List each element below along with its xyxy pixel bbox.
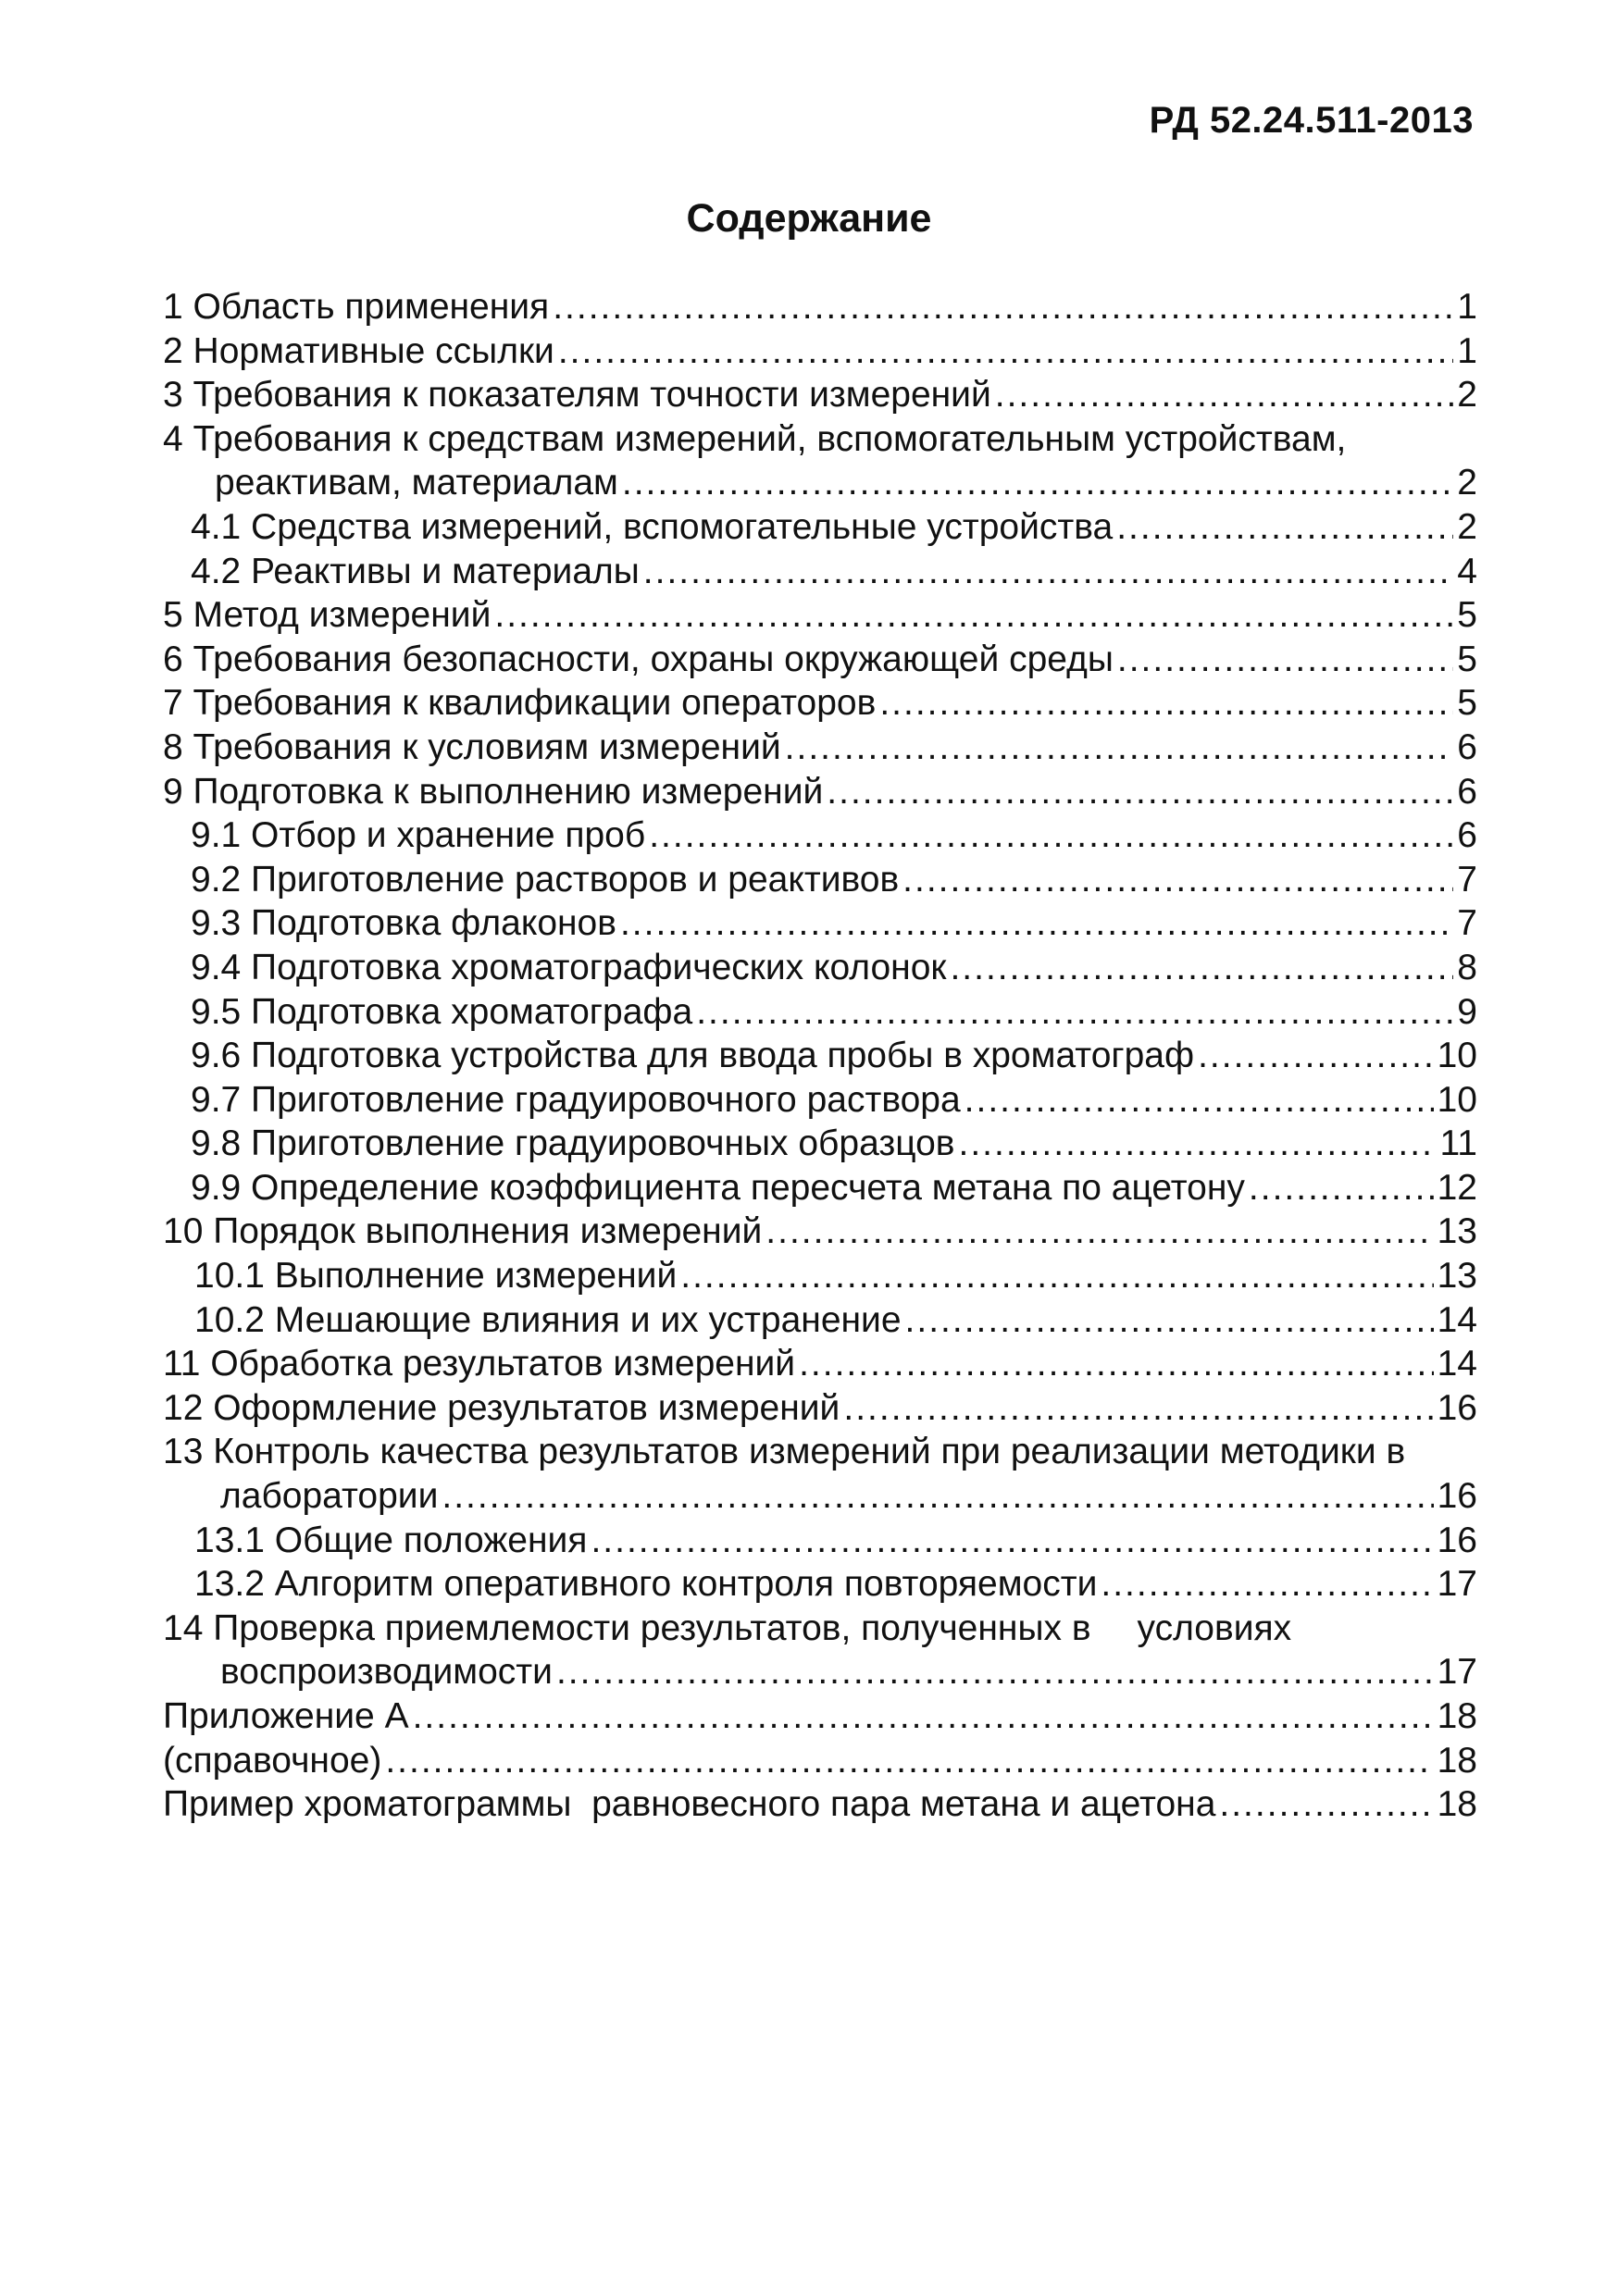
toc-entry-9-2[interactable] <box>163 858 1477 902</box>
page-title: Содержание <box>686 196 932 241</box>
toc-entry-6[interactable] <box>163 638 1477 682</box>
toc-entry-9-3[interactable] <box>163 901 1477 946</box>
toc-entry-text: 12 Оформление результатов измерений <box>163 1387 840 1428</box>
toc-entry-text: 9.7 Приготовление градуировочного раствора <box>191 1079 961 1120</box>
toc-entry-text: 2 Нормативные ссылки <box>163 330 554 371</box>
toc-entry-text: 9.6 Подготовка устройства для ввода пробы в хроматограф <box>191 1036 1195 1076</box>
toc-entry-10-1[interactable] <box>163 1254 1477 1298</box>
dot-leader <box>649 813 1453 858</box>
toc-page-number: 9 <box>1457 991 1477 1032</box>
toc-entry-14-line1[interactable] <box>163 1607 1477 1651</box>
toc-entry-4-line1[interactable] <box>163 417 1477 462</box>
toc-entry-text: 4.1 Средства измерений, вспомогательные устройства <box>191 506 1114 547</box>
dot-leader <box>494 593 1453 638</box>
toc-entry-text: 6 Требования безопасности, охраны окружающей среды <box>163 639 1114 679</box>
dot-leader <box>1101 1562 1433 1607</box>
toc-entry-text: 8 Требования к условиям измерений <box>163 726 781 767</box>
toc-entry-10-2[interactable] <box>163 1298 1477 1343</box>
toc-entry-text: 9.9 Определение коэффициента пересчета метана по ацетону <box>191 1167 1245 1208</box>
dot-leader <box>950 946 1453 990</box>
toc-entry-text: 14 Проверка приемлемости результатов, полученных в <box>163 1607 1091 1648</box>
toc-page-number: 2 <box>1457 375 1477 416</box>
toc-page-number: 7 <box>1457 859 1477 900</box>
toc-page-number: 12 <box>1437 1167 1477 1208</box>
toc-entry-text: 11 Обработка результатов измерений <box>163 1344 796 1384</box>
toc-entry-text: 9.5 Подготовка хроматографа <box>191 991 693 1032</box>
toc-entry-9-5[interactable] <box>163 990 1477 1035</box>
toc-entry-13-2[interactable] <box>163 1562 1477 1607</box>
toc-entry-8[interactable] <box>163 726 1477 770</box>
toc-entry-text: условиях <box>1137 1607 1292 1648</box>
dot-leader <box>965 1078 1434 1123</box>
toc-entry-text: 4 Требования к средствам измерений, вспомогательным устройствам, <box>163 418 1347 459</box>
dot-leader <box>591 1519 1433 1563</box>
toc-entry-9-1[interactable] <box>163 813 1477 858</box>
toc-entry-9-9[interactable] <box>163 1166 1477 1210</box>
toc-page-number: 6 <box>1457 815 1477 856</box>
toc-entry-text: Приложение А <box>163 1696 409 1736</box>
toc-entry-5[interactable] <box>163 593 1477 638</box>
toc-page-number: 10 <box>1437 1079 1477 1120</box>
toc-page-number: 14 <box>1437 1299 1477 1340</box>
toc-page-number: 10 <box>1437 1036 1477 1076</box>
toc-entry-7[interactable] <box>163 681 1477 726</box>
toc-page-number: 13 <box>1437 1256 1477 1297</box>
dot-leader <box>959 1122 1437 1166</box>
toc-entry-4-1[interactable] <box>163 505 1477 550</box>
toc-entry-text: 10 Порядок выполнения измерений <box>163 1211 763 1252</box>
dot-leader <box>765 1210 1433 1254</box>
toc-entry-text: 3 Требования к показателям точности измерений <box>163 375 991 416</box>
dot-leader <box>785 726 1453 770</box>
dot-leader <box>905 1298 1434 1343</box>
toc-entry-text: 9.4 Подготовка хроматографических колонок <box>191 947 947 987</box>
toc-entry-3[interactable] <box>163 373 1477 417</box>
toc-page-number: 7 <box>1457 903 1477 944</box>
dot-leader <box>553 285 1453 329</box>
toc-entry-text: 4.2 Реактивы и материалы <box>191 551 640 591</box>
dot-leader <box>1117 638 1453 682</box>
toc-entry-12[interactable] <box>163 1386 1477 1431</box>
toc-page-number: 16 <box>1437 1520 1477 1560</box>
toc-entry-text: 13.2 Алгоритм оперативного контроля повторяемости <box>194 1564 1098 1605</box>
toc-entry-2[interactable] <box>163 329 1477 374</box>
toc-entry-text: 10.1 Выполнение измерений <box>194 1256 678 1297</box>
toc-entry-text: 1 Область применения <box>163 287 550 327</box>
dot-leader <box>1198 1034 1434 1078</box>
toc-entry-13-line2[interactable] <box>163 1474 1477 1519</box>
dot-leader <box>556 1650 1434 1694</box>
toc-entry-text: 9.2 Приготовление растворов и реактивов <box>191 859 900 900</box>
toc-page-number: 18 <box>1437 1696 1477 1736</box>
toc-entry-text: Пример хроматограммы равновесного пара метана и ацетона <box>163 1784 1216 1825</box>
dot-leader <box>799 1342 1434 1386</box>
toc-entry-text: 9.1 Отбор и хранение проб <box>191 815 646 856</box>
toc-entry-appendix-a[interactable] <box>163 1694 1477 1739</box>
dot-leader <box>680 1254 1433 1298</box>
dot-leader <box>1116 505 1453 550</box>
toc-page-number: 4 <box>1457 551 1477 591</box>
toc-page-number: 2 <box>1457 506 1477 547</box>
dot-leader <box>558 329 1453 374</box>
toc-entry-9-7[interactable] <box>163 1078 1477 1123</box>
toc-entry-text: воспроизводимости <box>220 1652 553 1693</box>
toc-page-number: 16 <box>1437 1476 1477 1517</box>
toc-entry-appendix-a-kind[interactable] <box>163 1739 1477 1783</box>
toc-page-number: 17 <box>1437 1564 1477 1605</box>
toc-entry-10[interactable] <box>163 1210 1477 1254</box>
dot-leader <box>696 990 1453 1035</box>
dot-leader <box>879 681 1453 726</box>
toc-entry-4-2[interactable] <box>163 550 1477 594</box>
toc-page-number: 5 <box>1457 683 1477 724</box>
toc-entry-13-1[interactable] <box>163 1519 1477 1563</box>
toc-entry-4-line2[interactable] <box>163 461 1477 505</box>
toc-page-number: 5 <box>1457 639 1477 679</box>
toc-page-number: 6 <box>1457 726 1477 767</box>
toc-entry-9-4[interactable] <box>163 946 1477 990</box>
toc-entry-text: 7 Требования к квалификации операторов <box>163 683 877 724</box>
toc-page-number: 1 <box>1457 287 1477 327</box>
toc-entry-text: 9.3 Подготовка флаконов <box>191 903 616 944</box>
toc-page-number: 14 <box>1437 1344 1477 1384</box>
dot-leader <box>442 1474 1433 1519</box>
toc-entry-text: (справочное) <box>163 1740 382 1781</box>
toc-entry-text: лаборатории <box>220 1476 439 1517</box>
toc-entry-9-8[interactable] <box>163 1122 1477 1166</box>
toc-entry-text: 10.2 Мешающие влияния и их устранение <box>194 1299 902 1340</box>
table-of-contents <box>163 285 1477 1827</box>
toc-entry-9[interactable] <box>163 770 1477 814</box>
dot-leader <box>1249 1166 1434 1210</box>
toc-page-number: 6 <box>1457 771 1477 812</box>
dot-leader <box>827 770 1453 814</box>
dot-leader <box>643 550 1453 594</box>
toc-entry-text: 9 Подготовка к выполнению измерений <box>163 771 824 812</box>
toc-page-number: 5 <box>1457 595 1477 636</box>
dot-leader <box>902 858 1453 902</box>
toc-entry-13-line1[interactable] <box>163 1430 1477 1474</box>
toc-page-number: 1 <box>1457 330 1477 371</box>
dot-leader <box>385 1739 1433 1783</box>
dot-leader <box>622 461 1453 505</box>
toc-page-number: 18 <box>1437 1740 1477 1781</box>
toc-entry-1[interactable] <box>163 285 1477 329</box>
toc-entry-text: 9.8 Приготовление градуировочных образцов <box>191 1123 955 1164</box>
dot-leader <box>995 373 1453 417</box>
toc-page-number: 8 <box>1457 947 1477 987</box>
toc-entry-14-line2[interactable] <box>163 1650 1477 1694</box>
dot-leader <box>843 1386 1433 1431</box>
toc-entry-text: 5 Метод измерений <box>163 595 492 636</box>
toc-page-number: 11 <box>1439 1123 1477 1164</box>
toc-entry-9-6[interactable] <box>163 1034 1477 1078</box>
toc-page-number: 17 <box>1437 1652 1477 1693</box>
dot-leader <box>413 1694 1434 1739</box>
toc-page-number: 2 <box>1457 463 1477 503</box>
toc-entry-text: 13.1 Общие положения <box>194 1520 588 1560</box>
dot-leader <box>620 901 1453 946</box>
document-code: РД 52.24.511-2013 <box>1149 100 1474 141</box>
toc-page-number: 16 <box>1437 1387 1477 1428</box>
toc-entry-text: реактивам, материалам <box>215 463 618 503</box>
toc-entry-11[interactable] <box>163 1342 1477 1386</box>
toc-page-number: 18 <box>1437 1784 1477 1825</box>
toc-entry-text: 13 Контроль качества результатов измерений при реализации методики в <box>163 1432 1406 1472</box>
toc-page-number: 13 <box>1437 1211 1477 1252</box>
toc-entry-appendix-a-title[interactable] <box>163 1782 1477 1827</box>
dot-leader <box>1219 1782 1433 1827</box>
